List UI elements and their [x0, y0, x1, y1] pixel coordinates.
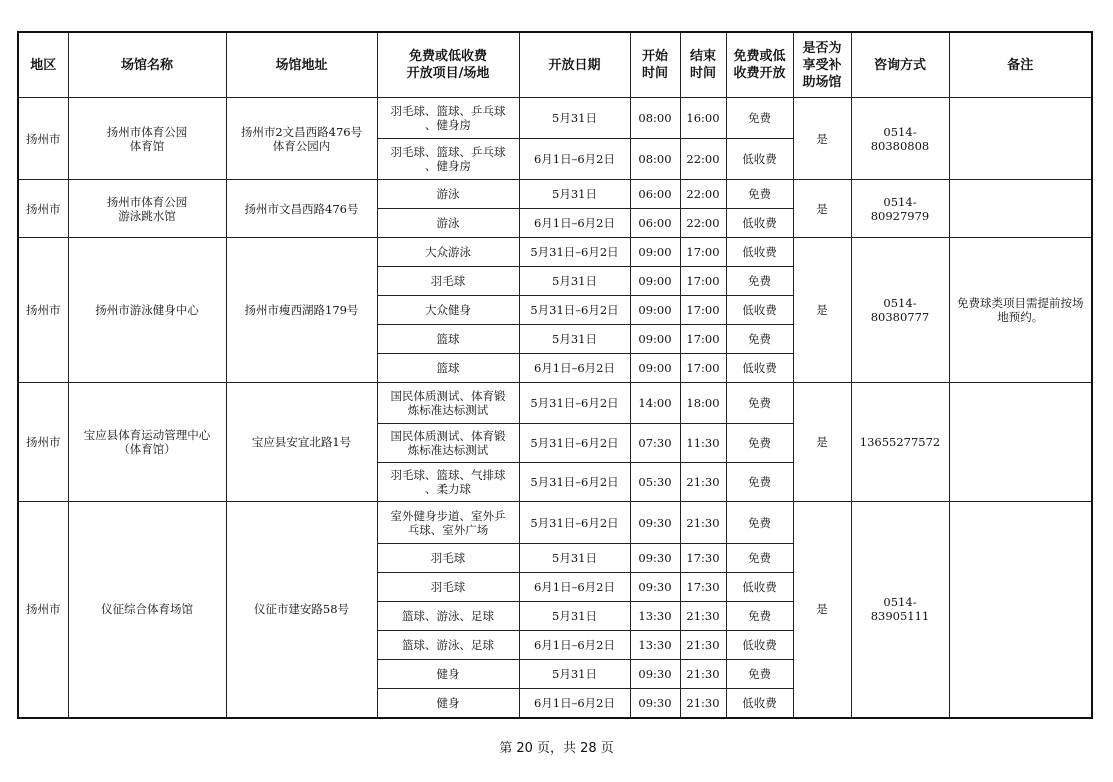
date-cell: 5月31日–6月2日: [519, 238, 630, 267]
fee-type-cell: 免费: [726, 325, 793, 354]
start-time-cell: 06:00: [630, 180, 680, 209]
date-cell: 5月31日: [519, 98, 630, 139]
remark-cell: [949, 383, 1092, 502]
region-cell: 扬州市: [18, 180, 68, 238]
fee-type-cell: 低收费: [726, 139, 793, 180]
address-cell: 扬州市2文昌西路476号 体育公园内: [226, 98, 377, 180]
region-cell: 扬州市: [18, 502, 68, 718]
date-cell: 5月31日: [519, 180, 630, 209]
contact-cell: 13655277572: [851, 383, 949, 502]
address-cell: 宝应县安宜北路1号: [226, 383, 377, 502]
end-time-cell: 17:00: [680, 296, 726, 325]
fee-type-cell: 免费: [726, 544, 793, 573]
start-time-cell: 09:30: [630, 502, 680, 544]
end-time-cell: 22:00: [680, 180, 726, 209]
date-cell: 5月31日–6月2日: [519, 502, 630, 544]
date-cell: 5月31日: [519, 325, 630, 354]
table-row: [18, 383, 1092, 424]
venue-schedule-table: [17, 31, 1093, 719]
item-cell: 羽毛球: [377, 544, 519, 573]
header-contact: 咨询方式: [851, 32, 949, 98]
end-time-cell: 21:30: [680, 689, 726, 718]
end-time-cell: 22:00: [680, 209, 726, 238]
date-cell: 5月31日: [519, 267, 630, 296]
date-cell: 6月1日–6月2日: [519, 354, 630, 383]
date-cell: 5月31日: [519, 544, 630, 573]
end-time-cell: 22:00: [680, 139, 726, 180]
item-cell: 大众健身: [377, 296, 519, 325]
date-cell: 6月1日–6月2日: [519, 689, 630, 718]
item-cell: 羽毛球: [377, 267, 519, 296]
item-cell: 室外健身步道、室外乒 乓球、室外广场: [377, 502, 519, 544]
table-row: [18, 238, 1092, 267]
fee-type-cell: 免费: [726, 383, 793, 424]
fee-type-cell: 低收费: [726, 631, 793, 660]
table-row: [18, 180, 1092, 209]
table-row: [18, 502, 1092, 544]
item-cell: 健身: [377, 660, 519, 689]
header-items: 免费或低收费 开放项目/场地: [377, 32, 519, 98]
fee-type-cell: 免费: [726, 463, 793, 502]
date-cell: 5月31日–6月2日: [519, 296, 630, 325]
start-time-cell: 14:00: [630, 383, 680, 424]
start-time-cell: 08:00: [630, 139, 680, 180]
end-time-cell: 17:00: [680, 267, 726, 296]
item-cell: 篮球: [377, 325, 519, 354]
start-time-cell: 09:00: [630, 267, 680, 296]
header-address: 场馆地址: [226, 32, 377, 98]
item-cell: 羽毛球、篮球、气排球 、柔力球: [377, 463, 519, 502]
end-time-cell: 11:30: [680, 424, 726, 463]
date-cell: 6月1日–6月2日: [519, 573, 630, 602]
date-cell: 5月31日: [519, 602, 630, 631]
contact-cell: 0514-80380777: [851, 238, 949, 383]
item-cell: 羽毛球、篮球、乒乓球 、健身房: [377, 98, 519, 139]
fee-type-cell: 免费: [726, 660, 793, 689]
region-cell: 扬州市: [18, 383, 68, 502]
remark-cell: [949, 98, 1092, 180]
venue-name-cell: 扬州市体育公园 体育馆: [68, 98, 226, 180]
start-time-cell: 09:30: [630, 660, 680, 689]
region-cell: 扬州市: [18, 238, 68, 383]
subsidized-cell: 是: [793, 502, 851, 718]
fee-type-cell: 低收费: [726, 296, 793, 325]
remark-cell: [949, 502, 1092, 718]
end-time-cell: 17:00: [680, 238, 726, 267]
header-subsidized: 是否为 享受补 助场馆: [793, 32, 851, 98]
item-cell: 国民体质测试、体育锻 炼标准达标测试: [377, 424, 519, 463]
end-time-cell: 21:30: [680, 502, 726, 544]
end-time-cell: 18:00: [680, 383, 726, 424]
fee-type-cell: 免费: [726, 98, 793, 139]
date-cell: 6月1日–6月2日: [519, 139, 630, 180]
fee-type-cell: 免费: [726, 267, 793, 296]
start-time-cell: 07:30: [630, 424, 680, 463]
header-end-time: 结束 时间: [680, 32, 726, 98]
fee-type-cell: 低收费: [726, 573, 793, 602]
item-cell: 羽毛球、篮球、乒乓球 、健身房: [377, 139, 519, 180]
fee-type-cell: 低收费: [726, 354, 793, 383]
header-start-time: 开始 时间: [630, 32, 680, 98]
subsidized-cell: 是: [793, 98, 851, 180]
start-time-cell: 13:30: [630, 631, 680, 660]
fee-type-cell: 低收费: [726, 689, 793, 718]
start-time-cell: 06:00: [630, 209, 680, 238]
header-open-date: 开放日期: [519, 32, 630, 98]
fee-type-cell: 免费: [726, 180, 793, 209]
fee-type-cell: 低收费: [726, 238, 793, 267]
header-region: 地区: [18, 32, 68, 98]
address-cell: 仪征市建安路58号: [226, 502, 377, 718]
item-cell: 篮球: [377, 354, 519, 383]
fee-type-cell: 免费: [726, 424, 793, 463]
start-time-cell: 05:30: [630, 463, 680, 502]
start-time-cell: 09:00: [630, 296, 680, 325]
address-cell: 扬州市瘦西湖路179号: [226, 238, 377, 383]
date-cell: 5月31日–6月2日: [519, 463, 630, 502]
end-time-cell: 21:30: [680, 602, 726, 631]
end-time-cell: 17:00: [680, 354, 726, 383]
end-time-cell: 17:30: [680, 544, 726, 573]
remark-cell: 免费球类项目需提前按场地预约。: [949, 238, 1092, 383]
date-cell: 5月31日–6月2日: [519, 383, 630, 424]
subsidized-cell: 是: [793, 238, 851, 383]
page-footer: 第 20 页，共 28 页: [499, 741, 614, 756]
item-cell: 国民体质测试、体育锻 炼标准达标测试: [377, 383, 519, 424]
header-venue-name: 场馆名称: [68, 32, 226, 98]
header-row: [18, 32, 1092, 98]
date-cell: 5月31日–6月2日: [519, 424, 630, 463]
end-time-cell: 17:00: [680, 325, 726, 354]
address-cell: 扬州市文昌西路476号: [226, 180, 377, 238]
item-cell: 羽毛球: [377, 573, 519, 602]
venue-name-cell: 扬州市体育公园 游泳跳水馆: [68, 180, 226, 238]
date-cell: 6月1日–6月2日: [519, 631, 630, 660]
item-cell: 健身: [377, 689, 519, 718]
venue-name-cell: 扬州市游泳健身中心: [68, 238, 226, 383]
venue-name-cell: 仪征综合体育场馆: [68, 502, 226, 718]
item-cell: 篮球、游泳、足球: [377, 631, 519, 660]
start-time-cell: 09:00: [630, 325, 680, 354]
start-time-cell: 09:00: [630, 354, 680, 383]
table-row: [18, 98, 1092, 139]
start-time-cell: 13:30: [630, 602, 680, 631]
contact-cell: 0514-83905111: [851, 502, 949, 718]
end-time-cell: 21:30: [680, 660, 726, 689]
venue-name-cell: 宝应县体育运动管理中心 （体育馆）: [68, 383, 226, 502]
region-cell: 扬州市: [18, 98, 68, 180]
item-cell: 大众游泳: [377, 238, 519, 267]
remark-cell: [949, 180, 1092, 238]
end-time-cell: 21:30: [680, 631, 726, 660]
start-time-cell: 08:00: [630, 98, 680, 139]
header-fee-type: 免费或低 收费开放: [726, 32, 793, 98]
fee-type-cell: 免费: [726, 502, 793, 544]
subsidized-cell: 是: [793, 180, 851, 238]
subsidized-cell: 是: [793, 383, 851, 502]
start-time-cell: 09:30: [630, 689, 680, 718]
item-cell: 篮球、游泳、足球: [377, 602, 519, 631]
fee-type-cell: 免费: [726, 602, 793, 631]
header-remark: 备注: [949, 32, 1092, 98]
item-cell: 游泳: [377, 180, 519, 209]
end-time-cell: 17:30: [680, 573, 726, 602]
contact-cell: 0514-80927979: [851, 180, 949, 238]
fee-type-cell: 低收费: [726, 209, 793, 238]
end-time-cell: 21:30: [680, 463, 726, 502]
item-cell: 游泳: [377, 209, 519, 238]
start-time-cell: 09:30: [630, 573, 680, 602]
start-time-cell: 09:30: [630, 544, 680, 573]
table-body: [18, 98, 1092, 718]
date-cell: 5月31日: [519, 660, 630, 689]
date-cell: 6月1日–6月2日: [519, 209, 630, 238]
start-time-cell: 09:00: [630, 238, 680, 267]
end-time-cell: 16:00: [680, 98, 726, 139]
contact-cell: 0514-80380808: [851, 98, 949, 180]
